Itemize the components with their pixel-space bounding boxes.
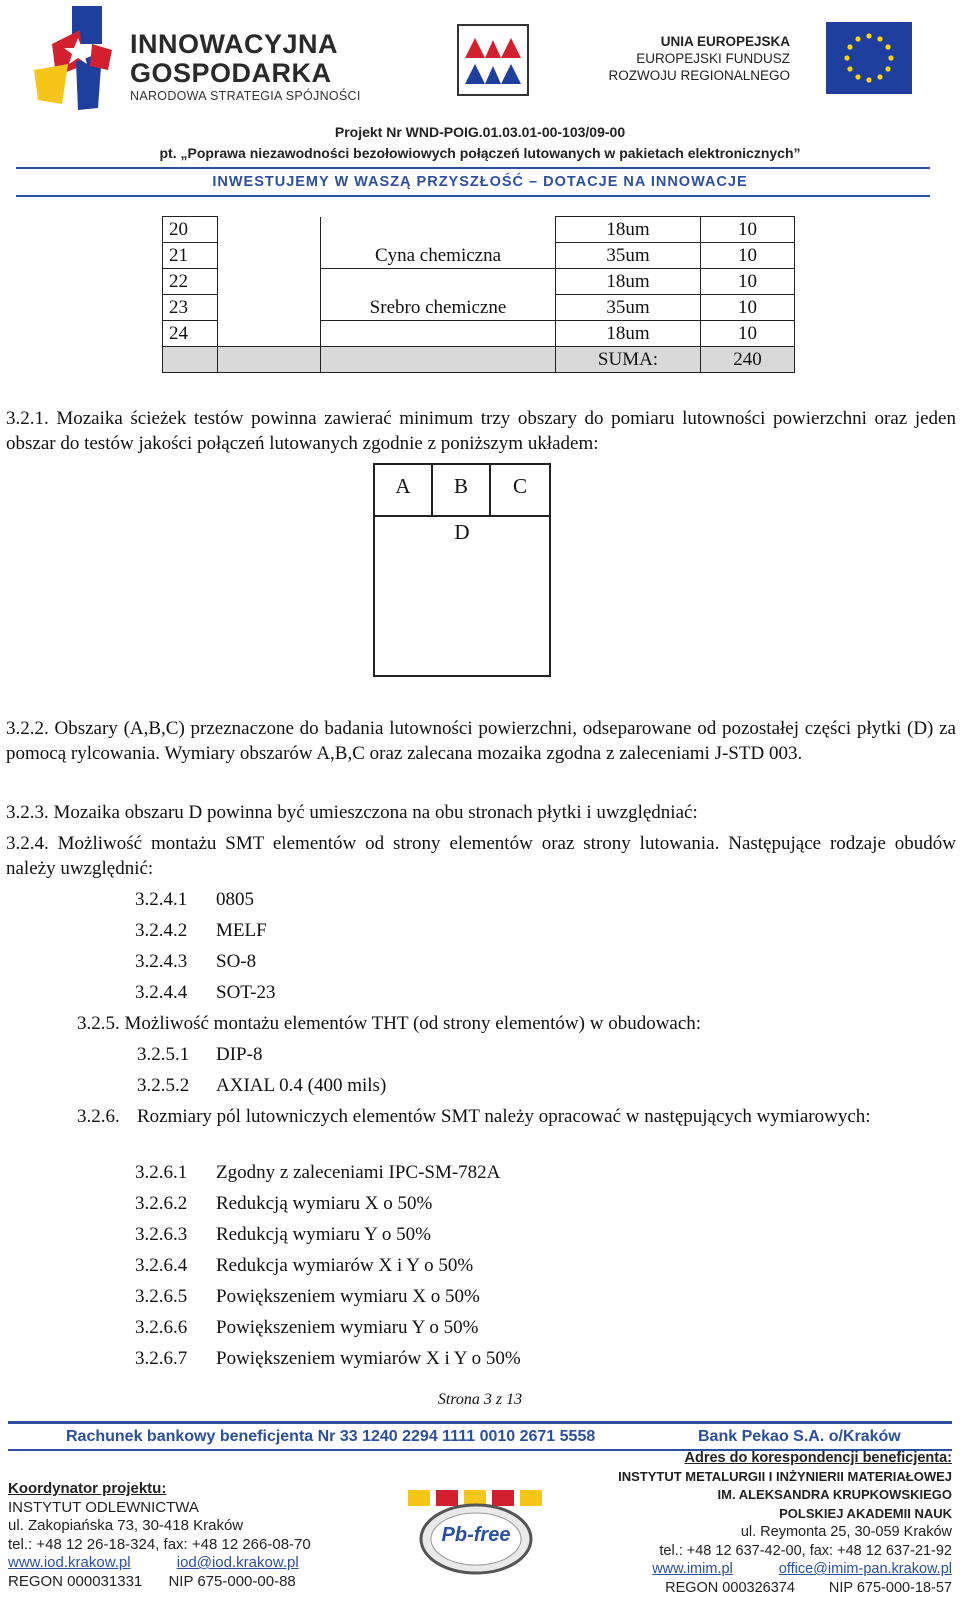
sample-table [162, 216, 795, 373]
table-row [163, 321, 795, 347]
table-cell-nr: 23 [163, 295, 218, 321]
paragraph-3-2-6-number: 3.2.6. [77, 1106, 120, 1127]
list-item-text: SOT-23 [216, 982, 276, 1003]
coordinator-nip: NIP 675-000-00-88 [168, 1572, 296, 1590]
list-item-text: MELF [216, 920, 267, 941]
correspondence-address: ul. Reymonta 25, 30-059 Kraków [740, 1524, 952, 1540]
list-item-text: AXIAL 0.4 (400 mils) [216, 1075, 387, 1096]
table-cell-empty [321, 347, 556, 373]
table-cell-qty: 10 [701, 269, 795, 295]
table-cell-thickness: 18um [556, 217, 701, 243]
eu-fund-label: UNIA EUROPEJSKA EUROPEJSKI FUNDUSZ ROZWOJU REGIONALNEGO [608, 34, 790, 83]
list-item-number: 3.2.6.6 [135, 1317, 188, 1338]
table-cell-nr: 21 [163, 243, 218, 269]
coordinator-name: INSTYTUT ODLEWNICTWA [8, 1498, 199, 1516]
list-item-number: 3.2.6.5 [135, 1286, 188, 1307]
logo-subtitle: NARODOWA STRATEGIA SPÓJNOŚCI [130, 89, 361, 103]
list-item-number: 3.2.4.4 [135, 982, 188, 1003]
table-cell-empty [218, 295, 321, 321]
coordinator-address: ul. Zakopiańska 73, 30-418 Kraków [8, 1517, 244, 1534]
coordinator-info [8, 1480, 311, 1591]
area-a: A [375, 465, 433, 517]
eu-flag-icon [826, 22, 912, 94]
coordinator-regon: REGON 000031331 [8, 1572, 143, 1590]
list-item-text: Zgodny z zaleceniami IPC-SM-782A [216, 1162, 501, 1183]
table-row [163, 295, 795, 321]
list-item-text: Redukcją wymiaru X o 50% [216, 1193, 433, 1214]
table-cell-qty: 10 [701, 217, 795, 243]
pb-free-label: Pb-free [441, 1524, 511, 1546]
table-cell-nr: 22 [163, 269, 218, 295]
list-item [135, 980, 187, 1005]
header-divider [16, 167, 930, 169]
table-cell-empty [218, 347, 321, 373]
table-cell-empty [218, 217, 321, 243]
coordinator-website-link[interactable]: www.iod.krakow.pl [8, 1554, 131, 1571]
logo-title: INNOWACYJNA GOSPODARKA [130, 29, 339, 88]
invest-slogan: INWESTUJEMY W WASZĄ PRZYSZŁOŚĆ – DOTACJE NA INNOWACJE [212, 174, 748, 190]
table-cell-nr: 20 [163, 217, 218, 243]
paragraph-3-2-4: 3.2.4. Możliwość montażu SMT elementów od strony elementów oraz strony lutowania. Następujące rodzaje obudów należy uwzględnić: [6, 833, 956, 879]
header-divider-bottom [16, 195, 930, 197]
area-d: D [454, 520, 470, 544]
correspondence-title: Adres do korespondencji beneficjenta: [684, 1450, 952, 1466]
paragraph-3-2-3: 3.2.3. Mozaika obszaru D powinna być umieszczona na obu stronach płytki i uwzględniać: [6, 802, 698, 823]
project-title: pt. „Poprawa niezawodności bezołowiowych połączeń lutowanych w pakietach elektronicznych” [159, 145, 801, 161]
list-item-text: Redukcją wymiaru Y o 50% [216, 1224, 431, 1245]
table-cell-thickness: 35um [556, 243, 701, 269]
area-c: C [491, 465, 549, 517]
area-b: B [433, 465, 491, 517]
list-item-number: 3.2.6.3 [135, 1224, 188, 1245]
list-item-number: 3.2.4.1 [135, 889, 188, 910]
list-item-text: Powiększeniem wymiaru X o 50% [216, 1286, 480, 1307]
project-number: Projekt Nr WND-POIG.01.03.01-00-103/09-00 [334, 124, 626, 140]
table-cell-empty [218, 269, 321, 295]
list-item-number: 3.2.5.1 [137, 1044, 190, 1065]
table-cell-thickness: 18um [556, 321, 701, 347]
innovative-economy-logo [32, 4, 124, 112]
table-sum-row [163, 347, 795, 373]
correspondence-info [618, 1449, 952, 1597]
bank-account-number: Rachunek bankowy beneficjenta Nr 33 1240 2294 1111 0010 2671 5558 [66, 1428, 596, 1445]
table-row [163, 217, 795, 243]
table-cell-empty [218, 243, 321, 269]
correspondence-academy: POLSKIEJ AKADEMII NAUK [779, 1505, 952, 1521]
correspondence-website-link[interactable]: www.imim.pl [652, 1561, 733, 1577]
table-cell-material [321, 217, 556, 243]
table-cell-qty: 10 [701, 295, 795, 321]
table-row [163, 243, 795, 269]
list-item [135, 887, 187, 912]
coordinator-phone: tel.: +48 12 26-18-324, fax: +48 12 266-08-70 [8, 1535, 311, 1553]
table-cell-empty [163, 347, 218, 373]
coordinator-title: Koordynator projektu: [8, 1480, 167, 1497]
list-item-number: 3.2.4.2 [135, 920, 188, 941]
table-sum-value: 240 [701, 347, 795, 373]
table-cell-empty [218, 321, 321, 347]
table-cell-material: Cyna chemiczna [321, 243, 556, 269]
table-cell-material [321, 321, 556, 347]
list-item-number: 3.2.4.3 [135, 951, 188, 972]
list-item-number: 3.2.6.7 [135, 1348, 188, 1369]
correspondence-phone: tel.: +48 12 637-42-00, fax: +48 12 637-21-92 [659, 1542, 952, 1559]
list-item-number: 3.2.6.1 [135, 1162, 188, 1183]
footer-divider [8, 1421, 952, 1424]
list-item [135, 918, 187, 943]
table-cell-qty: 10 [701, 243, 795, 269]
table-cell-material [321, 269, 556, 295]
table-cell-thickness: 35um [556, 295, 701, 321]
list-item-number: 3.2.6.2 [135, 1193, 188, 1214]
correspondence-email-link[interactable]: office@imim-pan.krakow.pl [778, 1561, 952, 1577]
table-cell-thickness: 18um [556, 269, 701, 295]
list-item-text: Powiększeniem wymiaru Y o 50% [216, 1317, 479, 1338]
paragraph-3-2-6: Rozmiary pól lutowniczych elementów SMT należy opracować w następujących wymiarowych: [137, 1106, 871, 1127]
table-row [163, 269, 795, 295]
correspondence-regon: REGON 000326374 [665, 1579, 795, 1596]
table-cell-material: Srebro chemiczne [321, 295, 556, 321]
table-cell-qty: 10 [701, 321, 795, 347]
list-item-number: 3.2.5.2 [137, 1075, 190, 1096]
correspondence-institute: INSTYTUT METALURGII I INŻYNIERII MATERIAŁOWEJ [618, 1468, 952, 1484]
table-sum-label: SUMA: [556, 347, 701, 373]
test-layout-diagram [373, 463, 551, 677]
list-item-text: SO-8 [216, 951, 257, 972]
page-number: Strona 3 z 13 [437, 1391, 523, 1408]
bank-name: Bank Pekao S.A. o/Kraków [698, 1428, 901, 1445]
list-item-text: 0805 [216, 889, 254, 910]
correspondence-institute-patron: IM. ALEKSANDRA KRUPKOWSKIEGO [717, 1487, 952, 1502]
list-item-text: Powiększeniem wymiarów X i Y o 50% [216, 1348, 521, 1369]
table-cell-nr: 24 [163, 321, 218, 347]
paragraph-3-2-1: 3.2.1. Mozaika ścieżek testów powinna zawierać minimum trzy obszary do pomiaru lutowności powierzchni oraz jeden obszar do testów jakości połączeń lutowanych zgodnie z poniższym układem: [6, 408, 956, 454]
paragraph-3-2-5: 3.2.5. Możliwość montażu elementów THT (od strony elementów) w obudowach: [77, 1013, 702, 1034]
paragraph-3-2-2: 3.2.2. Obszary (A,B,C) przeznaczone do badania lutowności powierzchni, odseparowane od pozostałej części płytki (D) za pomocą rylcowania. Wymiary obszarów A,B,C oraz zalecana mozaika zgodna z zaleceniami J-STD 003. [6, 718, 956, 764]
institute-logo [457, 24, 529, 96]
list-item [135, 949, 187, 974]
list-item-text: DIP-8 [216, 1044, 263, 1065]
list-item-text: Redukcja wymiarów X i Y o 50% [216, 1255, 474, 1276]
correspondence-nip: NIP 675-000-18-57 [828, 1579, 952, 1596]
list-item-number: 3.2.6.4 [135, 1255, 188, 1276]
coordinator-email-link[interactable]: iod@iod.krakow.pl [176, 1554, 299, 1571]
